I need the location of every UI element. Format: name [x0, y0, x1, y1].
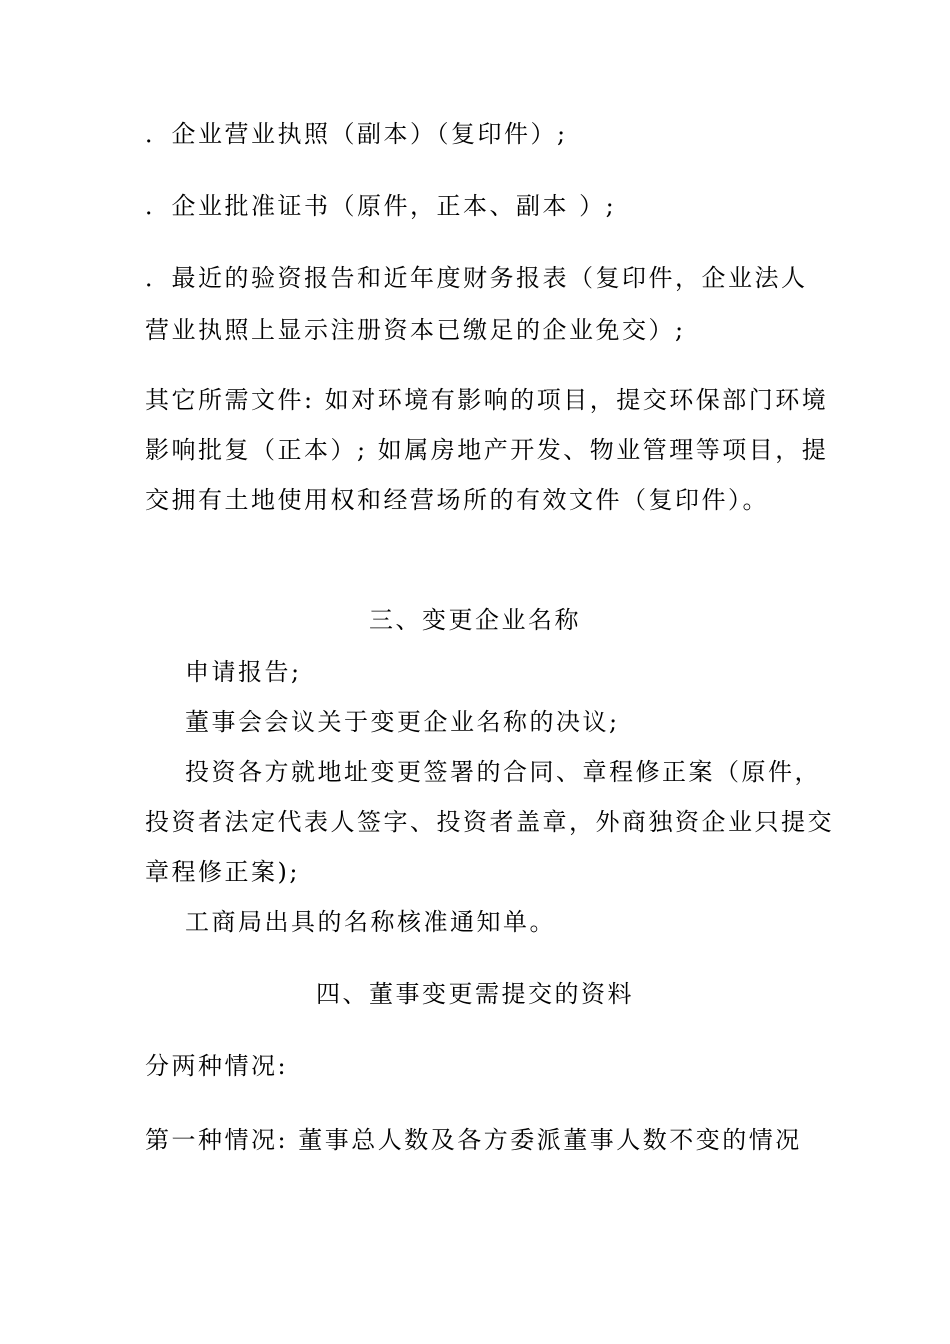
- other-docs-line2: 影响批复（正本）; 如属房地产开发、物业管理等项目，提: [145, 436, 829, 464]
- section4-line1: 分两种情况:: [145, 1052, 289, 1080]
- item-capital-report-line2: 营业执照上显示注册资本已缴足的企业免交）;: [145, 316, 686, 344]
- section3-heading: 三、变更企业名称: [369, 606, 581, 634]
- section4-heading: 四、董事变更需提交的资料: [316, 980, 634, 1008]
- section3-line2: 董事会会议关于变更企业名称的决议;: [185, 708, 620, 736]
- section3-line5: 章程修正案);: [145, 858, 300, 886]
- item-capital-report-line1: ．最近的验资报告和近年度财务报表（复印件，企业法人: [145, 264, 808, 292]
- section3-line6: 工商局出具的名称核准通知单。: [185, 908, 556, 936]
- item-business-license: ．企业营业执照（副本）（复印件）;: [145, 120, 568, 148]
- other-docs-line3: 交拥有土地使用权和经营场所的有效文件（复印件）。: [145, 486, 769, 514]
- section3-line4: 投资者法定代表人签字、投资者盖章，外商独资企业只提交: [145, 808, 834, 836]
- section4-line2: 第一种情况: 董事总人数及各方委派董事人数不变的情况: [145, 1126, 802, 1154]
- section3-line1: 申请报告;: [185, 658, 302, 686]
- section3-line3: 投资各方就地址变更签署的合同、章程修正案（原件，: [185, 758, 821, 786]
- item-approval-certificate: ．企业批准证书（原件，正本、副本 ）;: [145, 192, 617, 220]
- other-docs-line1: 其它所需文件: 如对环境有影响的项目，提交环保部门环境: [145, 386, 829, 414]
